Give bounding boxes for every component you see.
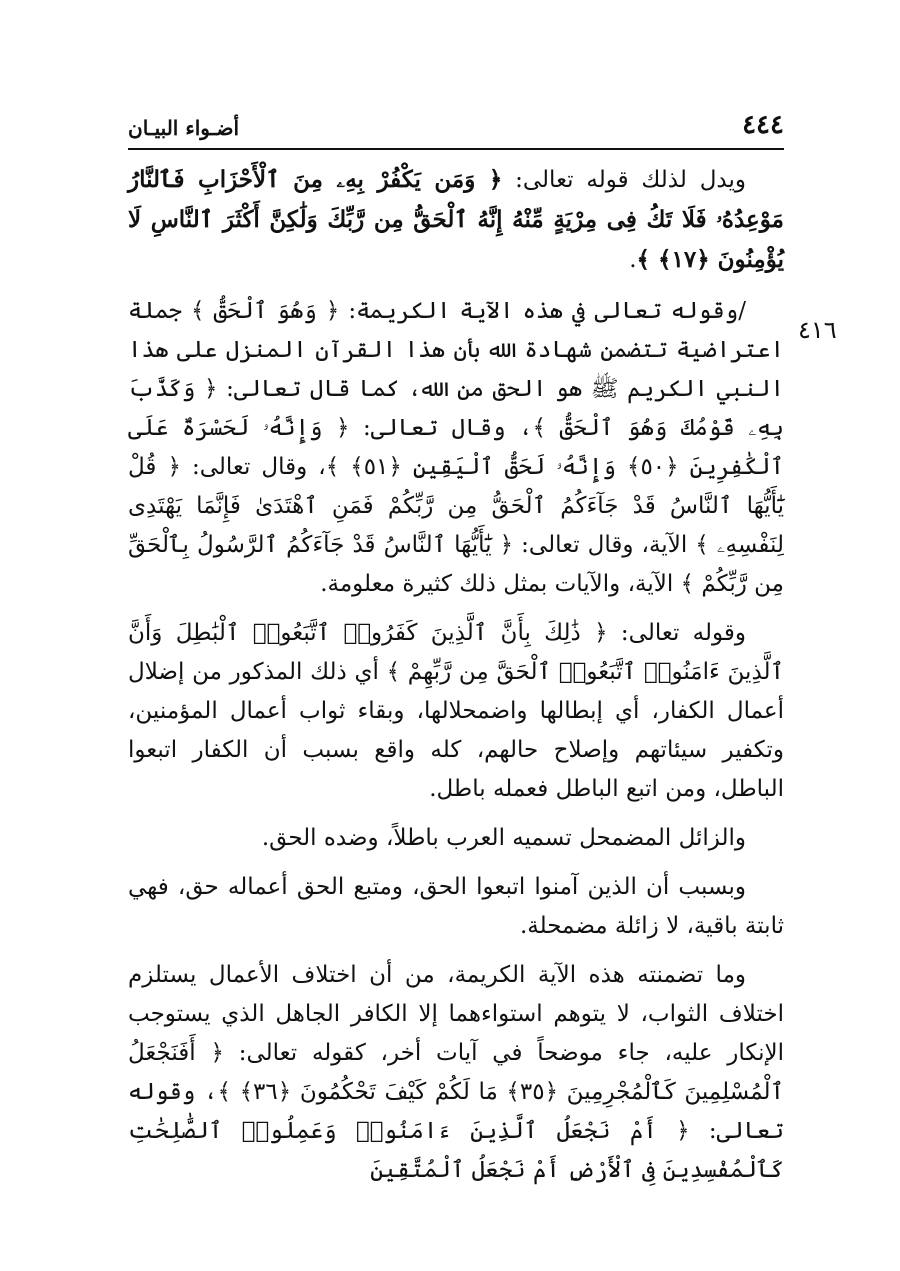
quran-quote: ﴿ وَمَن يَكْفُرْ بِهِۦ مِنَ ٱلْأَحْزَابِ فَٱلنَّارُ مَوْعِدُهُۥ فَلَا تَكُ فِى مِرْيَةٍ مِّنْهُ إِنَّهُ ٱلْحَقُّ مِن رَّبِّكَ وَلَٰكِنَّ أَكْثَرَ ٱلنَّاسِ لَا يُؤْمِنُونَ ﴿١٧﴾ ﴾ <box>128 166 784 273</box>
header-divider <box>128 148 784 150</box>
page-body <box>128 160 784 1190</box>
paragraph-6: وما تضمنته هذه الآية الكريمة، من أن اختلاف الأعمال يستلزم اختلاف الثواب، لا يتوهم استواءهما إلا الكافر الجاهل الذي يستوجب الإنكار عليه، جاء موضحاً في آيات أخر، كقوله تعالى: ﴿ أَفَنَجْعَلُ ٱلْمُسْلِمِينَ كَٱلْمُجْرِمِينَ ﴿٣٥﴾ مَا لَكُمْ كَيْفَ تَحْكُمُونَ ﴿٣٦﴾ ﴾، وقوله تعالى: ﴿ أَمْ نَجْعَلُ ٱلَّذِينَ ءَامَنُوا۟ وَعَمِلُوا۟ ٱلصَّٰلِحَٰتِ كَٱلْمُفْسِدِينَ فِى ٱلْأَرْضِ أَمْ نَجْعَلُ ٱلْمُتَّقِينَ <box>128 962 784 1183</box>
paragraph-1 <box>128 160 784 280</box>
page-number: ٤٤٤ <box>742 110 784 140</box>
book-title: أضـواء البيـان <box>128 116 240 140</box>
margin-page-reference: ٤١٦ <box>798 316 837 344</box>
running-header <box>128 106 784 148</box>
paragraph-4: والزائل المضمحل تسميه العرب باطلاً، وضده الحق. <box>261 825 746 851</box>
paragraph-3: وقوله تعالى: ﴿ ذَٰلِكَ بِأَنَّ ٱلَّذِينَ كَفَرُوا۟ ٱتَّبَعُوا۟ ٱلْبَٰطِلَ وَأَنَّ ٱلَّذِينَ ءَامَنُوا۟ ٱتَّبَعُوا۟ ٱلْحَقَّ مِن رَّبِّهِمْ ﴾ أي ذلك المذكور من إضلال أعمال الكفار، أي إبطالها واضمحلالها، وبقاء ثواب أعمال المؤمنين، وتكفير سيئاتهم وإصلاح حالهم، كله واقع بسبب أن الكفار اتبعوا الباطل، ومن اتبع الباطل فعمله باطل. <box>128 620 784 802</box>
paragraph-2: /وقوله تعالى في هذه الآية الكريمة: ﴿ وَهُوَ ٱلْحَقُّ ﴾ جملة اعتراضية تتضمن شهادة الله بأن هذا القرآن المنزل على هذا النبي الكريم ﷺ هو الحق من الله، كما قال تعالى: ﴿ وَكَذَّبَ بِهِۦ قَوْمُكَ وَهُوَ ٱلْحَقُّ ﴾، وقال تعالى: ﴿ وَإِنَّهُۥ لَحَسْرَةٌ عَلَى ٱلْكَٰفِرِينَ ﴿٥٠﴾ وَإِنَّهُۥ لَحَقُّ ٱلْيَقِينِ ﴿٥١﴾ ﴾، وقال تعالى: ﴿ قُلْ يَٰٓأَيُّهَا ٱلنَّاسُ قَدْ جَآءَكُمُ ٱلْحَقُّ مِن رَّبِّكُمْ فَمَنِ ٱهْتَدَىٰ فَإِنَّمَا يَهْتَدِى لِنَفْسِهِۦ ﴾ الآية، وقال تعالى: ﴿ يَٰٓأَيُّهَا ٱلنَّاسُ قَدْ جَآءَكُمُ ٱلرَّسُولُ بِٱلْحَقِّ مِن رَّبِّكُمْ ﴾ الآية، والآيات بمثل ذلك كثيرة معلومة. <box>128 298 785 597</box>
paragraph-1-intro: ويدل لذلك قوله تعالى: <box>502 167 746 193</box>
paragraph-5: وبسبب أن الذين آمنوا اتبعوا الحق، ومتبع الحق أعماله حق، فهي ثابتة باقية، لا زائلة مضمحلة. <box>128 874 784 939</box>
paragraph-1-end: . <box>629 247 637 273</box>
